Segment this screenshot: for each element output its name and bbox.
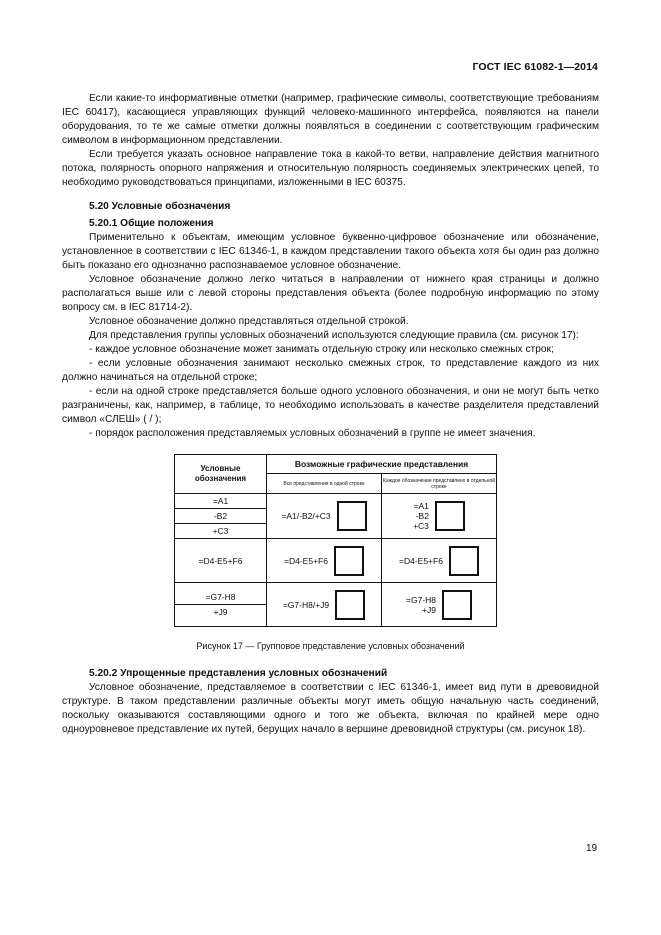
main-text-bottom xyxy=(62,667,599,737)
single-line-cell xyxy=(267,583,382,627)
paragraph: Для представления группы условных обозначений используются следующие правила (см. рисунок 17): xyxy=(89,330,579,341)
object-symbol xyxy=(334,546,364,576)
col-header-designations: Условные обозначения xyxy=(175,455,267,494)
sub-header-multi-line: Каждое обозначение представлено в отдельной строке xyxy=(382,474,497,494)
designation-text: =A1/-B2/+C3 xyxy=(281,511,331,521)
sub-header-single-line: Все представления в одной строке xyxy=(267,474,382,494)
paragraph: Если какие-то информативные отметки (например, графические символы, соответствующие требованиям IEC 60417), касающиеся управляющих функций человеко-машинного интерфейса, появляются на панели оборудования, то те же самые отметки должны появляться в соединении с соответствующим графическим символом в информационном представлении. xyxy=(62,93,599,146)
multi-line-cell xyxy=(382,494,497,539)
figure-caption: Рисунок 17 — Групповое представление условных обозначений xyxy=(196,641,465,651)
paragraph: Применительно к объектам, имеющим условное буквенно-цифровое обозначение или обозначение, установленное в соответствии с IEC 61346-1, в каждом представлении такого объекта хотя бы один раз должно быть показано его однозначно распознаваемое условное обозначение. xyxy=(62,232,599,271)
section-heading-5-20-1: 5.20.1 Общие положения xyxy=(89,218,214,229)
object-symbol xyxy=(435,501,465,531)
list-item: - если условные обозначения занимают несколько смежных строк, то представление каждого из них должно начинаться на отдельной строке; xyxy=(62,358,599,383)
designation-line: =A1 xyxy=(175,494,266,509)
designation-line: +J9 xyxy=(422,604,436,615)
object-symbol xyxy=(337,501,367,531)
designation-cell xyxy=(175,583,267,627)
designation-line: +C3 xyxy=(413,521,429,531)
object-symbol xyxy=(335,590,365,620)
list-item: - если на одной строке представляется больше одного условного обозначения, и они не могут быть четко разграничены, как, например, в таблице, то необходимо использовать в качестве разделителя представлений символ «СЛЕШ» ( / ); xyxy=(62,386,599,425)
designation-line: =G7-H8 xyxy=(175,590,266,605)
paragraph: Если требуется указать основное направление тока в какой-то ветви, направление действия магнитного потока, полярность опорного напряжения и относительную полярность соединяемых электрических цепей, то необходимо руководствоваться принципами, изложенными в IEC 60375. xyxy=(62,149,599,188)
main-text-top xyxy=(62,92,599,441)
paragraph: Условное обозначение, представляемое в соответствии с IEC 61346-1, имеет вид пути в древовидной структуре. В таком представлении различные объекты могут иметь общую начальную часть соединений, поскольку оказываются составляющими одного и того же объекта, включая по крайней мере одно одноуровневое представление их путей, берущих начало в вершине древовидной структуры (см. рисунок 18). xyxy=(62,682,599,735)
paragraph: Условное обозначение должно легко читаться в направлении от нижнего края страницы и должно располагаться выше или с левой стороны представления объекта (более подробную информацию по этому вопросу см. в IEC 81714-2). xyxy=(62,274,599,313)
section-heading-5-20-2: 5.20.2 Упрощенные представления условных обозначений xyxy=(89,668,388,679)
designation-table xyxy=(174,454,497,627)
designation-text: =G7-H8/+J9 xyxy=(282,599,330,610)
designation-cell xyxy=(175,494,267,539)
designation-line: =G7-H8 xyxy=(406,594,436,605)
designation-line: -B2 xyxy=(415,511,429,521)
list-item: - каждое условное обозначение может занимать отдельную строку или несколько смежных строк; xyxy=(89,344,554,355)
object-symbol xyxy=(449,546,479,576)
designation-line: +C3 xyxy=(212,526,229,536)
multi-line-cell xyxy=(382,583,497,627)
designation-line: =A1 xyxy=(413,501,429,511)
col-header-representations: Возможные графические представления xyxy=(267,455,497,474)
list-item: - порядок расположения представляемых условных обозначений в группе не имеет значения. xyxy=(89,428,536,439)
designation-line: -B2 xyxy=(175,509,266,524)
designation-line: +J9 xyxy=(213,607,228,617)
multi-line-cell xyxy=(382,539,497,583)
document-header: ГОСТ IEC 61082-1—2014 xyxy=(472,61,598,73)
paragraph: Условное обозначение должно представляться отдельной строкой. xyxy=(89,316,409,327)
designation-text: =D4-E5+F6 xyxy=(284,555,328,566)
single-line-cell xyxy=(267,539,382,583)
figure-17 xyxy=(174,454,496,622)
designation-text: =D4-E5+F6 xyxy=(399,555,443,566)
designation-cell: =D4-E5+F6 xyxy=(175,539,267,583)
object-symbol xyxy=(442,590,472,620)
single-line-cell xyxy=(267,494,382,539)
page-number: 19 xyxy=(586,843,598,854)
section-heading-5-20: 5.20 Условные обозначения xyxy=(89,201,231,212)
